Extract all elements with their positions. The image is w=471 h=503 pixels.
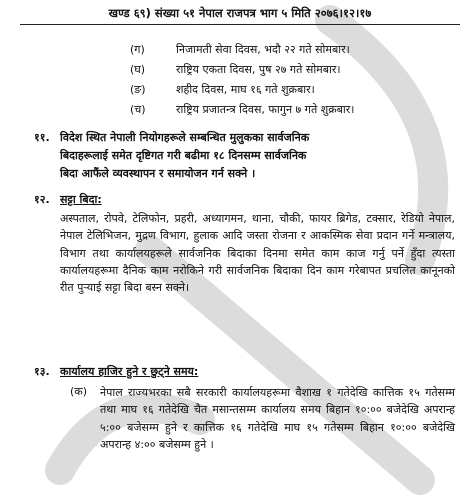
section-13-body: नेपाल राज्यभरका सबै सरकारी कार्यालयहरूमा वैशाख १ गतेदेखि कात्तिक १५ गतेसम्म तथा माघ १६ गतेदेखि चैत मसान्तसम्म कार्यालय समय बिहान १०:०० बजेदेखि अपरान्ह ५:०० बजेसम्म हुने र कात्तिक १६ गतेदेखि माघ १५ गतेसम्म बिहान १०:०० बजेदेखि अपरान्ह ४:०० बजेसम्म हुने । — [100, 386, 455, 451]
holiday-mark-nga: (ङ) — [130, 83, 146, 96]
page-header: खण्ड ६९) संख्या ५१ नेपाल राजपत्र भाग ५ मिति २०७६।१२।१७ — [108, 6, 372, 20]
section-11-line-1: विदेश स्थित नेपाली नियोगहरूले सम्बन्धित मुलुकका सार्वजनिक — [60, 131, 310, 144]
section-12-heading: सट्टा बिदा: — [60, 193, 102, 206]
section-13-number: १३. — [34, 365, 50, 378]
section-11-line-2: बिदाहरूलाई समेत दृष्टिगत गरी बढीमा १८ दिनसम्म सार्वजनिक — [60, 149, 307, 162]
section-13-sub-mark: (क) — [70, 385, 88, 398]
section-12-number: १२. — [34, 193, 50, 206]
section-13-heading: कार्यालय हाजिर हुने र छुट्ने समय: — [60, 365, 199, 378]
holiday-mark-ga: (ग) — [130, 43, 145, 56]
section-12-body: अस्पताल, रोपवे, टेलिफोन, प्रहरी, अध्यागमन, थाना, चौकी, फायर ब्रिगेड, टक्सार, रेडियो नेपाल, नेपाल टेलिभिजन, मुद्रण विभाग, हुलाक आदि जस्ता रोजना र आकस्मिक सेवा प्रदान गर्ने मन्त्रालय, विभाग तथा कार्यालयहरूले सार्वजनिक बिदाका दिनमा समेत काम काज गर्नु पर्ने हुँदा त्यस्ता कार्यालयहरूमा दैनिक काम नरोकिने गरी सार्वजनिक बिदाका दिन काम गरेबापत प्रचलित कानूनको रीत पुऱ्याई सट्टा बिदा बस्न सक्ने। — [60, 212, 455, 295]
holiday-cha: राष्ट्रिय प्रजातन्त्र दिवस, फागुन ७ गते शुक्रबार। — [176, 103, 355, 116]
section-11-number: ११. — [34, 131, 50, 144]
holiday-gha: राष्ट्रिय एकता दिवस, पुष २७ गते सोमबार। — [176, 63, 341, 76]
holiday-ga: निजामती सेवा दिवस, भदौ २२ गते सोमबार। — [176, 43, 350, 56]
holiday-mark-cha: (च) — [130, 103, 146, 116]
holiday-mark-gha: (घ) — [130, 63, 146, 76]
header-rule — [20, 24, 460, 25]
holiday-nga: शहीद दिवस, माघ १६ गते शुक्रबार। — [176, 83, 315, 96]
section-11-line-3: बिदा आफैंले व्यवस्थापन र समायोजन गर्न सक्ने । — [60, 167, 256, 180]
